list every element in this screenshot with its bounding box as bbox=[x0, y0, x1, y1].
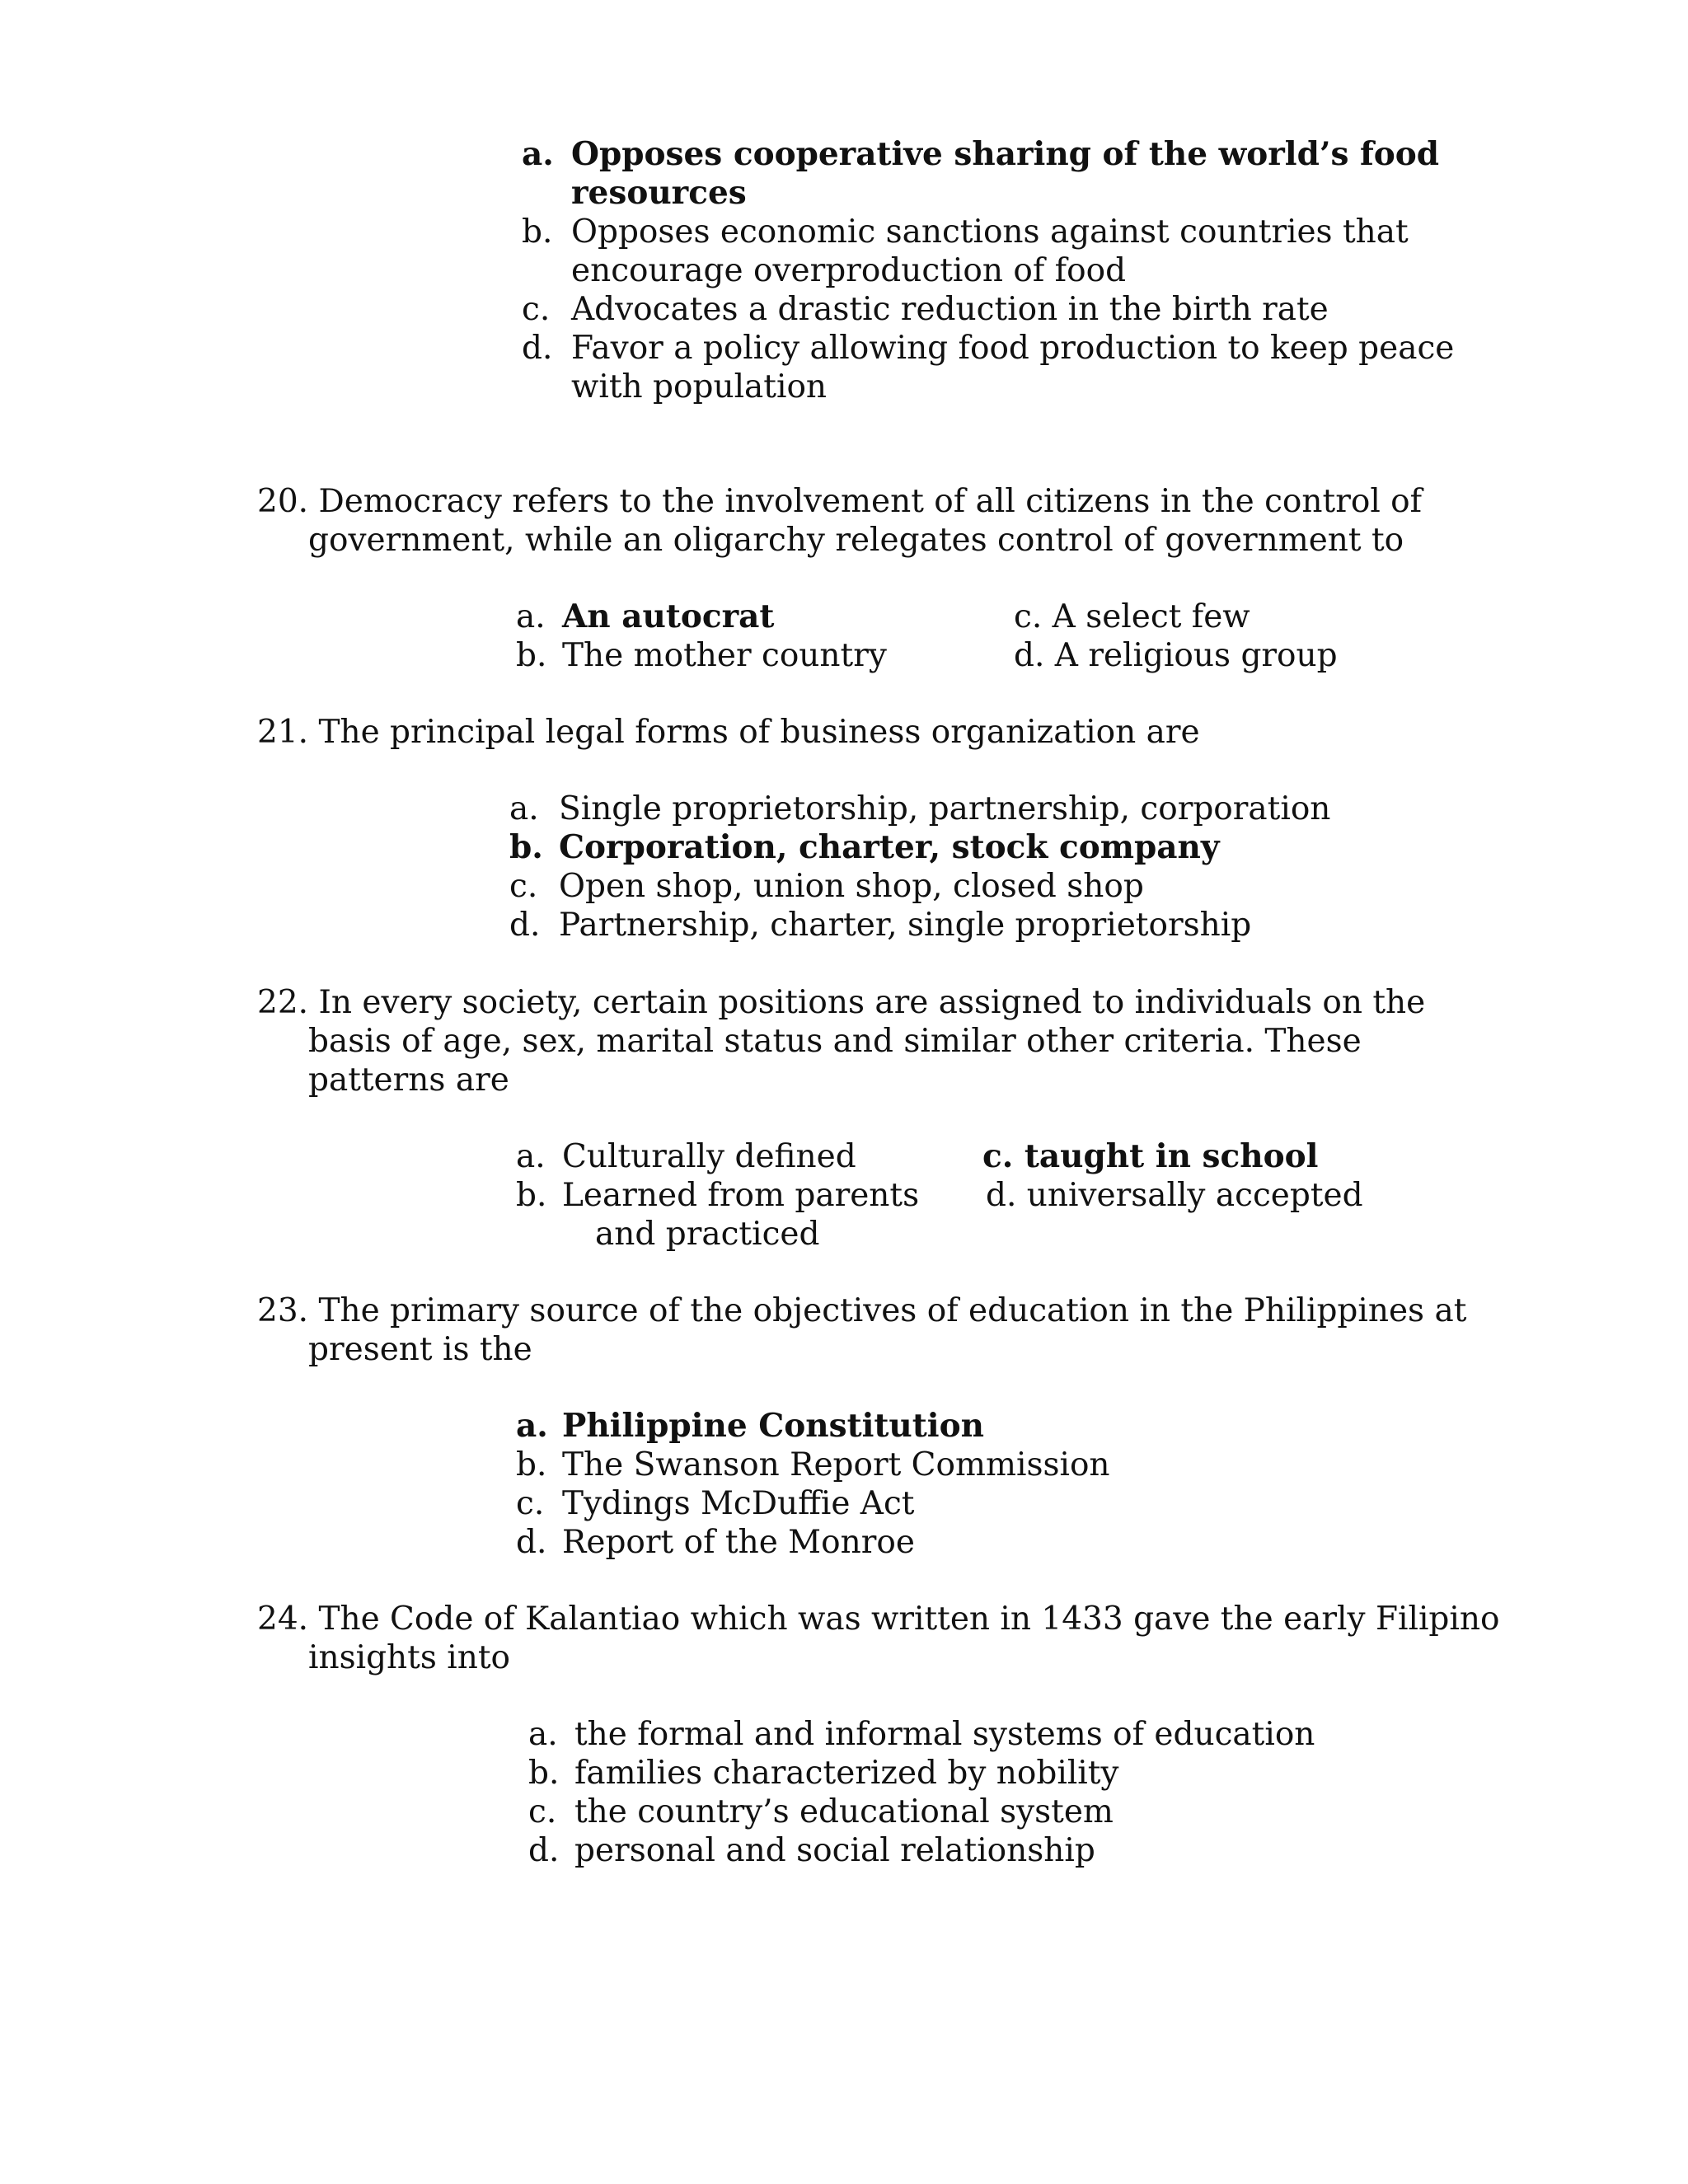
option-letter: c. bbox=[516, 1485, 545, 1522]
option-letter: a. bbox=[528, 1716, 558, 1753]
q22-stem-cont-1: basis of age, sex, marital status and similar other criteria. These bbox=[308, 1023, 1362, 1060]
q22-stem-cont-2: patterns are bbox=[308, 1062, 509, 1099]
q20-stem-cont: government, while an oligarchy relegates control of government to bbox=[308, 522, 1404, 559]
option-text: Culturally defined bbox=[562, 1138, 856, 1175]
option-text: the country’s educational system bbox=[574, 1793, 1114, 1830]
question-text: The Code of Kalantiao which was written in 1433 gave the early Filipino bbox=[318, 1601, 1500, 1638]
q22-option-c: c. taught in school bbox=[982, 1137, 1319, 1175]
option-letter: d. bbox=[509, 907, 541, 944]
question-number: 21. bbox=[257, 714, 309, 751]
option-text: the formal and informal systems of education bbox=[574, 1716, 1315, 1753]
option-letter: a. bbox=[522, 135, 554, 173]
q24-stem bbox=[257, 1600, 1499, 1638]
option-text: Advocates a drastic reduction in the birth rate bbox=[571, 291, 1329, 328]
q19-option-a bbox=[522, 135, 1439, 174]
q24-option-a bbox=[528, 1715, 1315, 1754]
q21-stem bbox=[257, 713, 1200, 752]
option-letter: b. bbox=[522, 213, 553, 251]
option-text: Report of the Monroe bbox=[562, 1524, 915, 1561]
option-letter: b. bbox=[516, 637, 547, 674]
q23-option-b bbox=[516, 1446, 1110, 1484]
option-letter: b. bbox=[528, 1755, 560, 1792]
q22-option-b-cont: and practiced bbox=[595, 1216, 820, 1253]
option-text: Open shop, union shop, closed shop bbox=[559, 868, 1144, 905]
q23-stem bbox=[257, 1291, 1466, 1330]
option-letter: a. bbox=[516, 1407, 548, 1445]
question-number: 20. bbox=[257, 483, 309, 520]
q22-option-d: d. universally accepted bbox=[986, 1177, 1363, 1214]
q24-stem-cont: insights into bbox=[308, 1639, 510, 1676]
q20-option-d: d. A religious group bbox=[1014, 637, 1338, 674]
option-text: An autocrat bbox=[562, 598, 775, 635]
option-letter: d. bbox=[522, 330, 553, 367]
question-text: The primary source of the objectives of education in the Philippines at bbox=[318, 1292, 1467, 1329]
q19-option-d-cont: with population bbox=[571, 368, 828, 405]
q22-stem bbox=[257, 983, 1425, 1022]
q19-option-d bbox=[522, 329, 1454, 368]
q19-option-b bbox=[522, 213, 1409, 251]
option-text: families characterized by nobility bbox=[574, 1755, 1119, 1792]
q20-stem bbox=[257, 482, 1422, 521]
q24-option-d bbox=[528, 1831, 1095, 1870]
option-letter: a. bbox=[516, 1138, 546, 1175]
question-number: 22. bbox=[257, 984, 309, 1021]
q22-option-a bbox=[516, 1137, 856, 1176]
option-text: Philippine Constitution bbox=[562, 1407, 984, 1445]
q20-option-c: c. A select few bbox=[1014, 598, 1250, 635]
q23-stem-cont: present is the bbox=[308, 1331, 532, 1368]
option-letter: a. bbox=[516, 598, 546, 635]
question-number: 23. bbox=[257, 1292, 309, 1329]
option-letter: a. bbox=[509, 790, 539, 827]
q21-option-a bbox=[509, 790, 1330, 828]
option-letter: c. bbox=[522, 291, 551, 328]
option-text: Favor a policy allowing food production to keep peace bbox=[571, 330, 1455, 367]
option-text: Single proprietorship, partnership, corporation bbox=[559, 790, 1331, 827]
q20-option-a bbox=[516, 598, 774, 636]
q20-option-b bbox=[516, 636, 887, 675]
q21-option-b bbox=[509, 828, 1220, 867]
option-text: The mother country bbox=[562, 637, 887, 674]
option-text: Tydings McDuffie Act bbox=[562, 1485, 915, 1522]
question-text: The principal legal forms of business organization are bbox=[318, 714, 1200, 751]
option-text: The Swanson Report Commission bbox=[562, 1446, 1110, 1483]
option-text: Learned from parents bbox=[562, 1177, 920, 1214]
q23-option-c bbox=[516, 1484, 914, 1523]
question-text: Democracy refers to the involvement of all citizens in the control of bbox=[318, 483, 1423, 520]
option-letter: b. bbox=[516, 1177, 547, 1214]
option-letter: c. bbox=[509, 868, 538, 905]
option-letter: d. bbox=[516, 1524, 547, 1561]
option-text: Corporation, charter, stock company bbox=[559, 828, 1220, 866]
q19-option-a-cont: resources bbox=[571, 174, 747, 212]
q22-option-b bbox=[516, 1176, 919, 1215]
q24-option-c bbox=[528, 1793, 1114, 1831]
q21-option-d bbox=[509, 906, 1251, 944]
option-text: personal and social relationship bbox=[574, 1832, 1095, 1869]
option-letter: b. bbox=[509, 828, 543, 866]
option-letter: c. bbox=[528, 1793, 557, 1830]
question-number: 24. bbox=[257, 1601, 309, 1638]
q21-option-c bbox=[509, 867, 1144, 906]
option-text: Partnership, charter, single proprietorship bbox=[559, 907, 1252, 944]
option-text: Opposes cooperative sharing of the world’s food bbox=[571, 135, 1440, 173]
option-text: Opposes economic sanctions against countries that bbox=[571, 213, 1409, 251]
question-text: In every society, certain positions are assigned to individuals on the bbox=[318, 984, 1426, 1021]
q23-option-a bbox=[516, 1407, 984, 1446]
q19-option-c bbox=[522, 290, 1329, 329]
q24-option-b bbox=[528, 1754, 1118, 1793]
option-letter: b. bbox=[516, 1446, 547, 1483]
q19-option-b-cont: encourage overproduction of food bbox=[571, 252, 1127, 289]
option-letter: d. bbox=[528, 1832, 560, 1869]
q23-option-d bbox=[516, 1523, 915, 1562]
